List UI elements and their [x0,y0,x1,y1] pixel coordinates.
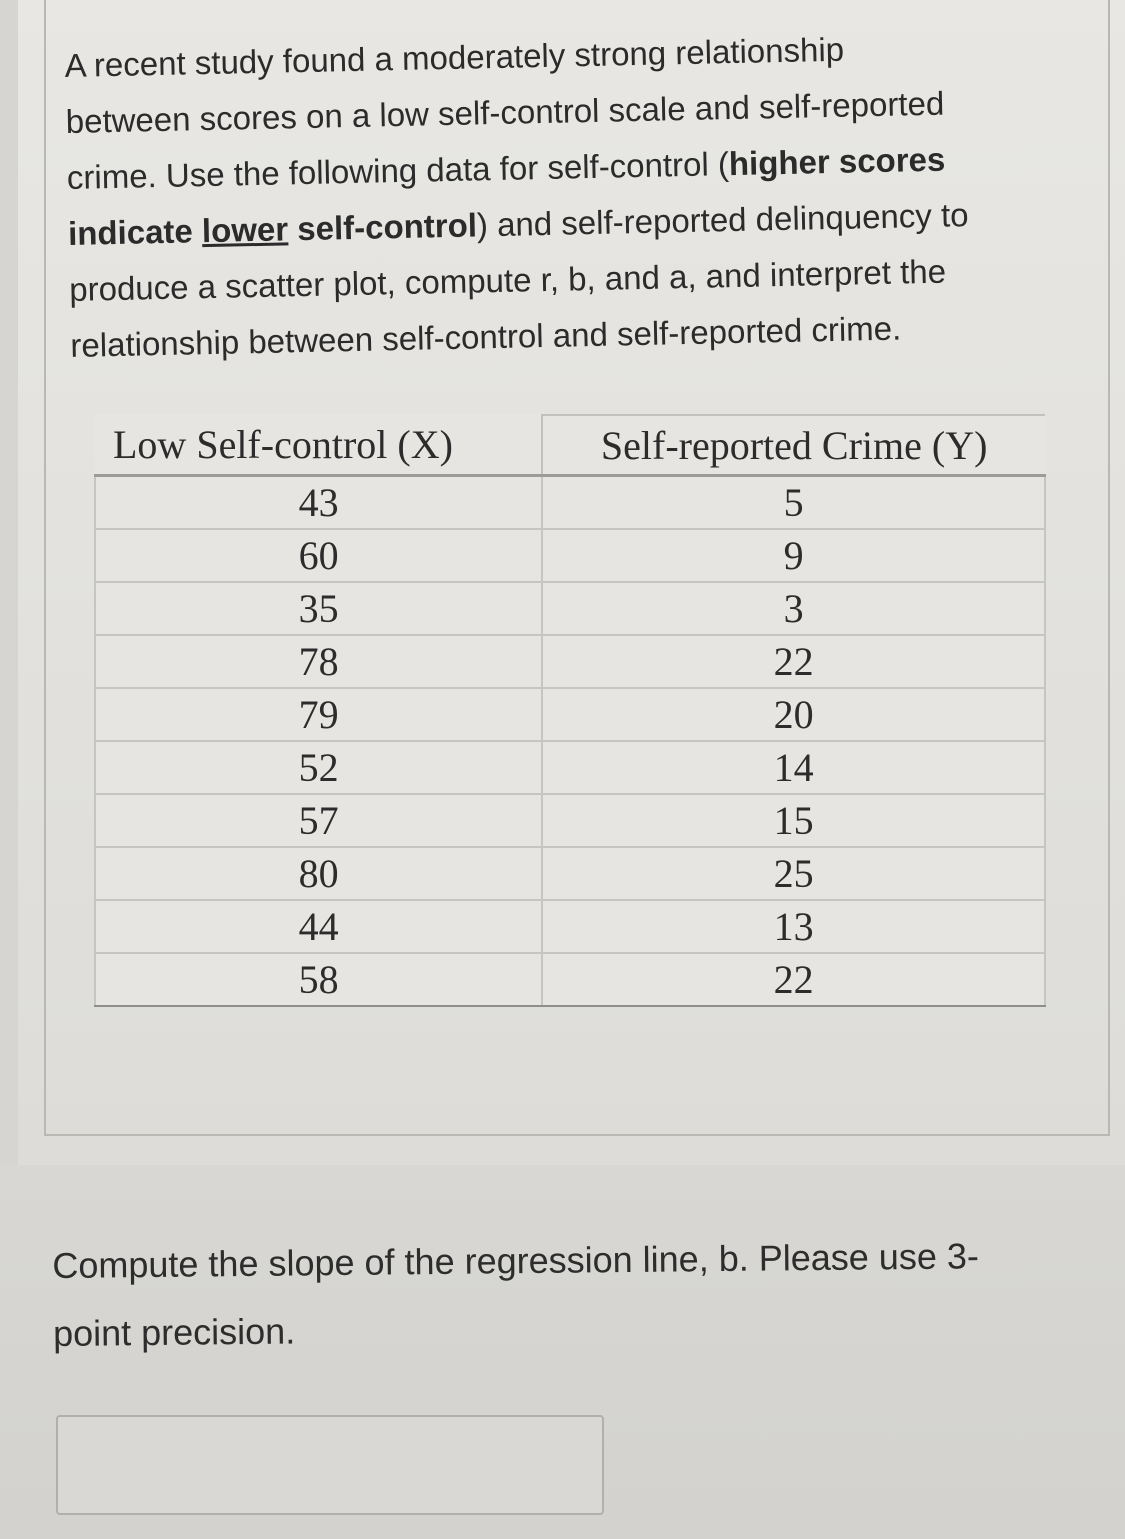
cell-x: 57 [95,794,542,847]
cell-y: 15 [542,794,1045,847]
cell-x: 52 [95,741,542,794]
cell-y: 22 [542,953,1045,1006]
cell-y: 25 [542,847,1045,900]
table-header-row [95,415,1045,476]
question-line-5: produce a scatter plot, compute r, b, and a, and interpret the [68,252,947,308]
cell-x: 60 [95,529,542,582]
cell-y: 5 [542,476,1045,530]
question-bold-indicate [68,206,478,252]
question-line-4-text: ) and self-reported delinquency to [476,196,969,244]
cell-x: 79 [95,688,542,741]
header-low-self-control: Low Self-control (X) [95,415,542,476]
table-row [95,476,1045,530]
cell-x: 78 [95,635,542,688]
cell-y: 9 [542,529,1045,582]
cell-x: 43 [95,476,542,530]
question-line-3-text: crime. Use the following data for self-control ( [66,145,730,196]
prompt-text [52,1221,1073,1368]
question-text [64,17,1056,374]
cell-x: 44 [95,900,542,953]
question-line-2: between scores on a low self-control scale and self-reported [65,84,945,140]
cell-x: 80 [95,847,542,900]
question-line-1: A recent study found a moderately strong relationship [64,30,845,84]
table-row [95,741,1045,794]
slope-answer-input[interactable] [56,1415,604,1515]
table-row [95,635,1045,688]
header-self-reported-crime: Self-reported Crime (Y) [542,415,1045,476]
question-bold-self-control: self-control [287,206,478,248]
table-row [95,582,1045,635]
cell-y: 14 [542,741,1045,794]
table-row [95,900,1045,953]
prompt-line-2: point precision. [52,1310,296,1354]
cell-x: 58 [95,953,542,1006]
data-table [94,414,1046,1007]
table-row [95,847,1045,900]
prompt-line-1: Compute the slope of the regression line, b. Please use 3- [52,1235,980,1286]
cell-y: 3 [542,582,1045,635]
question-bold-indicate-text: indicate [67,212,203,252]
table-row [95,688,1045,741]
question-line-6: relationship between self-control and self-reported crime. [70,309,902,364]
cell-y: 20 [542,688,1045,741]
table-row [95,529,1045,582]
question-underline-lower: lower [201,210,289,250]
question-bold-higher-scores: higher scores [728,140,946,183]
cell-y: 22 [542,635,1045,688]
table-row [95,953,1045,1006]
cell-x: 35 [95,582,542,635]
cell-y: 13 [542,900,1045,953]
table-row [95,794,1045,847]
